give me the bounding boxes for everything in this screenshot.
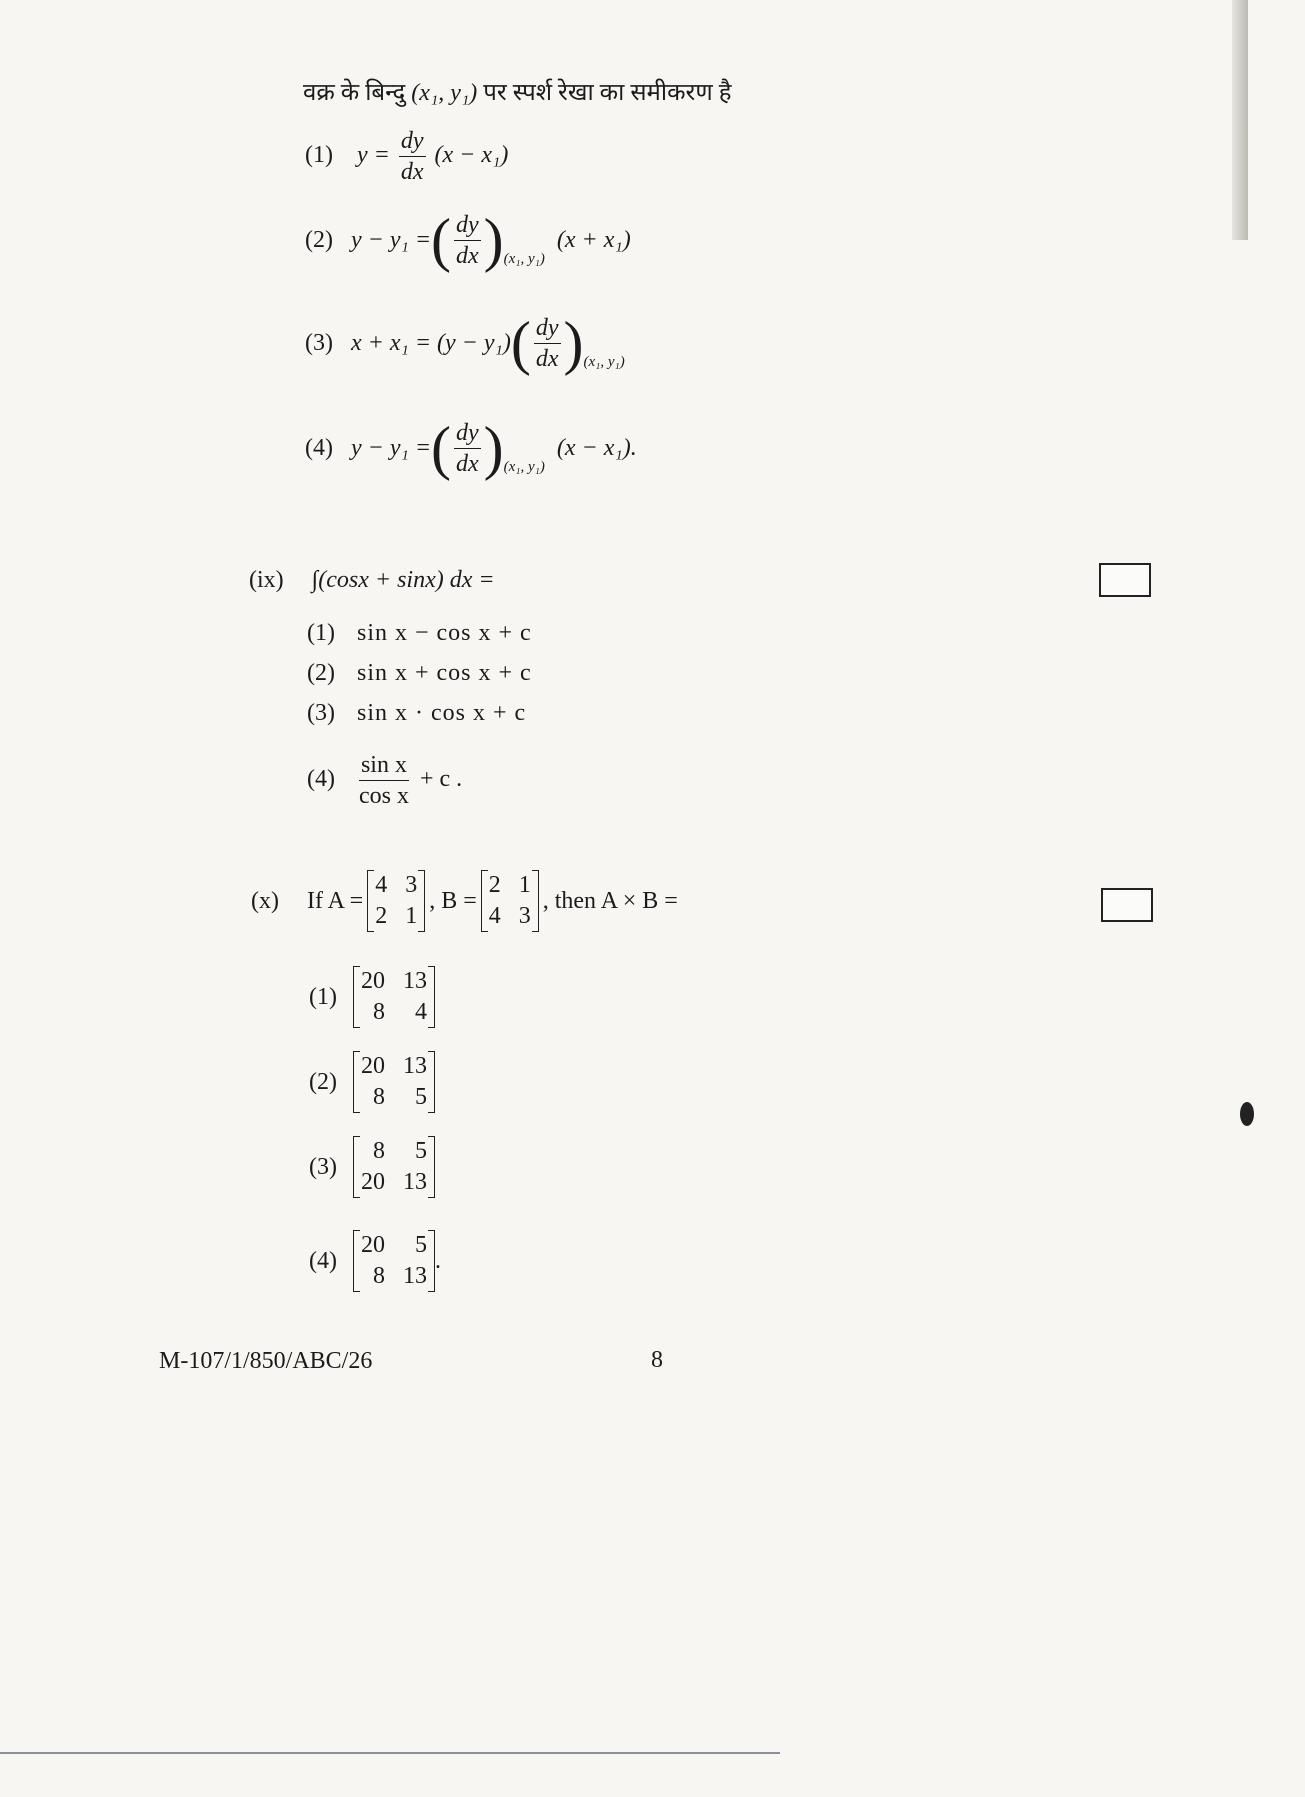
option-rhs: + c . — [419, 766, 463, 793]
option-number: (3) — [307, 700, 335, 726]
question-number: (x) — [251, 887, 279, 914]
ix-option-3 — [307, 700, 526, 727]
question-number: (ix) — [249, 567, 284, 593]
option-lhs: y − y₁ = — [350, 226, 432, 253]
stem-prefix: वक्र के बिन्दु — [303, 80, 406, 106]
evaluation-point: (x₁, y₁) — [503, 251, 545, 267]
derivative-fraction: $\frac{dy}{dx}$ — [456, 419, 479, 477]
option-number: (3) — [309, 1153, 337, 1180]
option-matrix: 20 13 8 4 — [353, 966, 435, 1028]
option-lhs: y − y₁ = — [350, 434, 432, 461]
option-number: (1) — [305, 142, 333, 169]
matrix-b: 2 1 4 3 — [481, 870, 539, 932]
ix-option-2 — [307, 660, 532, 687]
option-lhs: x + x₁ = (y − y₁) — [350, 329, 511, 356]
ix-option-4 — [307, 752, 462, 809]
x-option-4: (4) 20 5 8 13 . — [309, 1230, 441, 1292]
scan-edge-shadow — [1232, 0, 1248, 240]
evaluation-point: (x₁, y₁) — [503, 459, 545, 475]
option-number: (4) — [305, 434, 333, 461]
option-rhs: (x − x₁) — [434, 142, 509, 169]
page-number: 8 — [651, 1347, 663, 1373]
option-rhs: (x + x₁) — [556, 226, 631, 253]
option-number: (2) — [305, 226, 333, 253]
matrix-a: 4 3 2 1 — [367, 870, 425, 932]
option-4: (4) y − y₁ = ( $\frac{dy}{dx}$ ) (x₁, y₁) (x − x₁). — [305, 415, 637, 481]
option-text: sin x · cos x + c — [356, 700, 527, 726]
option-number: (3) — [305, 329, 333, 356]
question-suffix: , then A × B = — [542, 887, 678, 914]
question-mid: , B = — [429, 887, 477, 914]
option-number: (2) — [307, 660, 335, 686]
derivative-fraction: $\frac{dy}{dx}$ — [535, 314, 559, 372]
sin-cos-fraction: $\frac{\text{sin x}}{\text{cos x}}$ — [358, 752, 409, 809]
question-prefix: If A = — [306, 887, 364, 914]
option-2: (2) y − y₁ = ( $\frac{dy}{dx}$ ) (x₁, y₁) (x + x₁) — [305, 207, 631, 273]
option-rhs: (x − x₁). — [556, 434, 637, 461]
paper-code: M-107/1/850/ABC/26 — [159, 1348, 373, 1374]
question-stem — [303, 75, 731, 108]
answer-box-x[interactable] — [1101, 888, 1153, 922]
x-option-2 — [309, 1051, 435, 1113]
option-number: (1) — [307, 620, 335, 646]
question-ix — [249, 567, 495, 594]
stem-suffix: पर स्पर्श रेखा का समीकरण है — [483, 80, 732, 106]
option-text: sin x + cos x + c — [356, 660, 532, 686]
option-matrix: 20 13 8 5 — [353, 1051, 435, 1113]
option-number: (4) — [307, 766, 335, 793]
punch-hole-mark — [1240, 1102, 1254, 1126]
option-lhs: y = — [356, 142, 390, 169]
evaluation-point: (x₁, y₁) — [583, 354, 625, 370]
option-matrix: 8 5 20 13 — [353, 1136, 435, 1198]
ix-option-1 — [307, 620, 532, 647]
question-text: ∫(cosx + sinx) dx = — [311, 567, 495, 593]
answer-box-ix[interactable] — [1099, 563, 1151, 597]
option-matrix: 20 5 8 13 — [353, 1230, 435, 1292]
option-number: (4) — [309, 1247, 337, 1274]
x-option-3 — [309, 1136, 435, 1198]
derivative-fraction: $\frac{dy}{dx}$ — [456, 211, 479, 269]
option-1 — [305, 128, 508, 185]
stem-point: (x₁, y₁) — [411, 80, 478, 106]
option-text: sin x − cos x + c — [356, 620, 532, 646]
option-3: (3) x + x₁ = (y − y₁) ( $\frac{dy}{dx}$ ) (x₁, y₁) — [305, 310, 625, 376]
scan-bottom-line — [0, 1752, 780, 1754]
question-x — [251, 870, 678, 932]
x-option-1 — [309, 966, 435, 1028]
option-number: (1) — [309, 983, 337, 1010]
option-number: (2) — [309, 1068, 337, 1095]
derivative-fraction: $\frac{dy}{dx}$ — [400, 128, 424, 185]
